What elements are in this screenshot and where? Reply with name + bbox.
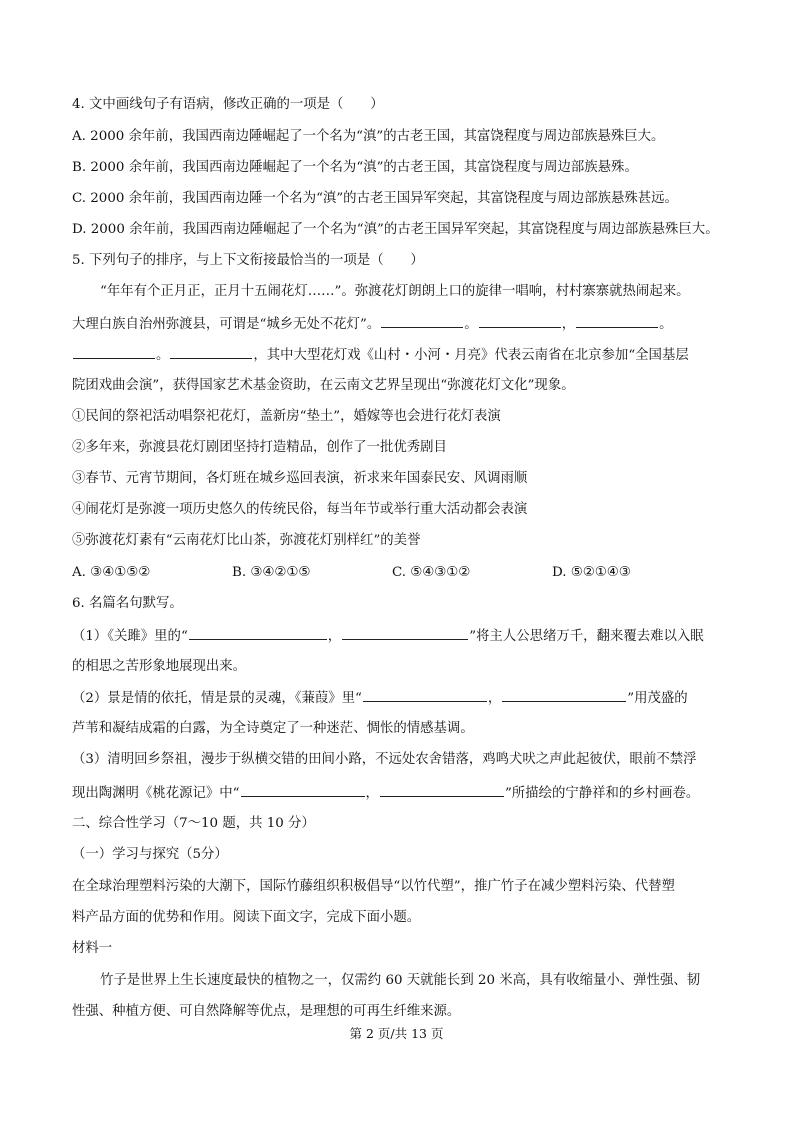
q5-passage-line3: [72, 345, 689, 366]
page-footer: 第 2 页/共 13 页: [349, 1026, 444, 1041]
intro-line2: 料产品方面的优势和作用。阅读下面文字，完成下面小题。: [72, 910, 421, 925]
q5-options: [72, 563, 712, 583]
q6-item1-line1: [72, 626, 704, 647]
q4-stem: 4. 文中画线句子有语病，修改正确的一项是（ ）: [72, 97, 384, 112]
q6-item1-line2: 的相思之苦形象地展现出来。: [72, 659, 247, 674]
q5-passage-line4: 院团戏曲会演”，获得国家艺术基金资助，在云南文艺界呈现出“弥渡花灯文化”现象。: [72, 378, 575, 393]
q5-passage-line1: “年年有个正月正，正月十五闹花灯……”。弥渡花灯朗朗上口的旋律一唱响，村村寨寨就热闹起来。: [100, 284, 690, 299]
q5-blank-4[interactable]: [73, 345, 155, 359]
q6-item3-line2: [72, 783, 699, 804]
q5-sentence-3: ③春节、元宵节期间，各灯班在城乡巡回表演，祈求来年国泰民安、风调雨顺: [72, 471, 528, 486]
q6-item1-blank-2[interactable]: [342, 626, 468, 640]
q6-item1-comma: ，: [327, 629, 342, 644]
q5-blank-1[interactable]: [381, 314, 463, 328]
q6-item2-line2: 芦苇和凝结成霜的白露，为全诗奠定了一种迷茫、惆怅的情感基调。: [72, 721, 474, 736]
q6-item2-text-2: ”用茂盛的: [627, 691, 688, 706]
q4-option-b: B. 2000 余年前，我国西南边陲崛起了一个名为“滇”的古老王国，其富饶程度与周边部族悬殊。: [72, 160, 638, 175]
q6-item2-blank-1[interactable]: [363, 688, 487, 702]
q5-sentence-2: ②多年来，弥渡县花灯剧团坚持打造精品，创作了一批优秀剧目: [72, 440, 447, 455]
material-1-line2: 性强、种植方便、可自然降解等优点，是理想的可再生纤维来源。: [72, 1004, 461, 1019]
q6-item2-text: （2）景是情的依托，情是景的灵魂，《蒹葭》里“: [72, 691, 362, 706]
q5-stem: 5. 下列句子的排序，与上下文衔接最恰当的一项是（ ）: [72, 253, 424, 268]
q5-option-d: D. ⑤②①④③: [552, 565, 631, 580]
material-1-line1: 竹子是世界上生长速度最快的植物之一，仅需约 60 天就能长到 20 米高，具有收缩量小、弹性强、韧: [100, 973, 701, 988]
q5-period-2: 。: [659, 317, 673, 332]
q6-item3-text: 现出陶渊明《桃花源记》中“: [72, 786, 240, 801]
subsection-heading: （一）学习与探究（5分）: [72, 847, 228, 862]
q5-sentence-1: ①民间的祭祀活动唱祭祀花灯，盖新房“垫土”，婚嫁等也会进行花灯表演: [72, 409, 501, 424]
q6-item1-blank-1[interactable]: [189, 626, 327, 640]
q5-blank-5[interactable]: [170, 345, 252, 359]
q6-item3-blank-1[interactable]: [241, 783, 365, 797]
q6-item3-line1: （3）清明回乡祭祖，漫步于纵横交错的田间小路，不远处农舍错落，鸡鸣犬吠之声此起彼伏，眼前不禁浮: [72, 752, 697, 767]
q5-period-1: 。: [464, 317, 478, 332]
intro-line1: 在全球治理塑料污染的大潮下，国际竹藤组织积极倡导“以竹代塑”，推广竹子在减少塑料污染、代替塑: [72, 879, 675, 894]
section-heading: 二、综合性学习（7～10 题，共 10 分）: [72, 816, 315, 831]
q6-item3-comma: ，: [365, 786, 379, 801]
q5-period-3: 。: [156, 348, 170, 363]
material-1-title: 材料一: [72, 941, 113, 956]
q6-stem: 6. 名篇名句默写。: [72, 596, 183, 611]
q6-item2-line1: [72, 688, 688, 709]
q6-item1-text-2: ”将主人公思绪万千，翻来覆去难以入眠: [469, 629, 704, 644]
q5-sentence-4: ④闹花灯是弥渡一项历史悠久的传统民俗，每当年节或举行重大活动都会表演: [72, 502, 528, 517]
q5-sentence-5: ⑤弥渡花灯素有“云南花灯比山茶，弥渡花灯别样红”的美誉: [72, 533, 421, 548]
q6-item1-text: （1）《关雎》里的“: [72, 629, 188, 644]
q6-item2-blank-2[interactable]: [502, 688, 626, 702]
q6-item3-text-2: ”所描绘的宁静祥和的乡村画卷。: [504, 786, 700, 801]
q5-blank-2[interactable]: [479, 314, 561, 328]
q5-passage-line2: [72, 314, 672, 335]
q5-comma-1: ，: [561, 317, 576, 332]
q5-passage-text-2: ，其中大型花灯戏《山村・小河・月亮》代表云南省在北京参加“全国基层: [253, 348, 689, 363]
q6-item2-comma: ，: [487, 691, 502, 706]
q4-option-d: D. 2000 余年前，我国西南边陲崛起了一个名为“滇”的古老王国异军突起，其富饶程度与周边部族悬殊巨大。: [72, 222, 719, 237]
q5-option-b: B. ③④②①⑤: [232, 565, 311, 580]
q5-blank-3[interactable]: [576, 314, 658, 328]
q5-option-c: C. ⑤④③①②: [392, 565, 471, 580]
q4-option-a: A. 2000 余年前，我国西南边陲崛起了一个名为“滇”的古老王国，其富饶程度与周边部族悬殊巨大。: [72, 129, 665, 144]
q5-option-a: A. ③④①⑤②: [72, 565, 151, 580]
q4-option-c: C. 2000 余年前，我国西南边陲一个名为“滇”的古老王国异军突起，其富饶程度与周边部族悬殊甚远。: [72, 191, 678, 206]
q5-passage-text: 大理白族自治州弥渡县，可谓是“城乡无处不花灯”。: [72, 317, 381, 332]
q6-item3-blank-2[interactable]: [380, 783, 504, 797]
